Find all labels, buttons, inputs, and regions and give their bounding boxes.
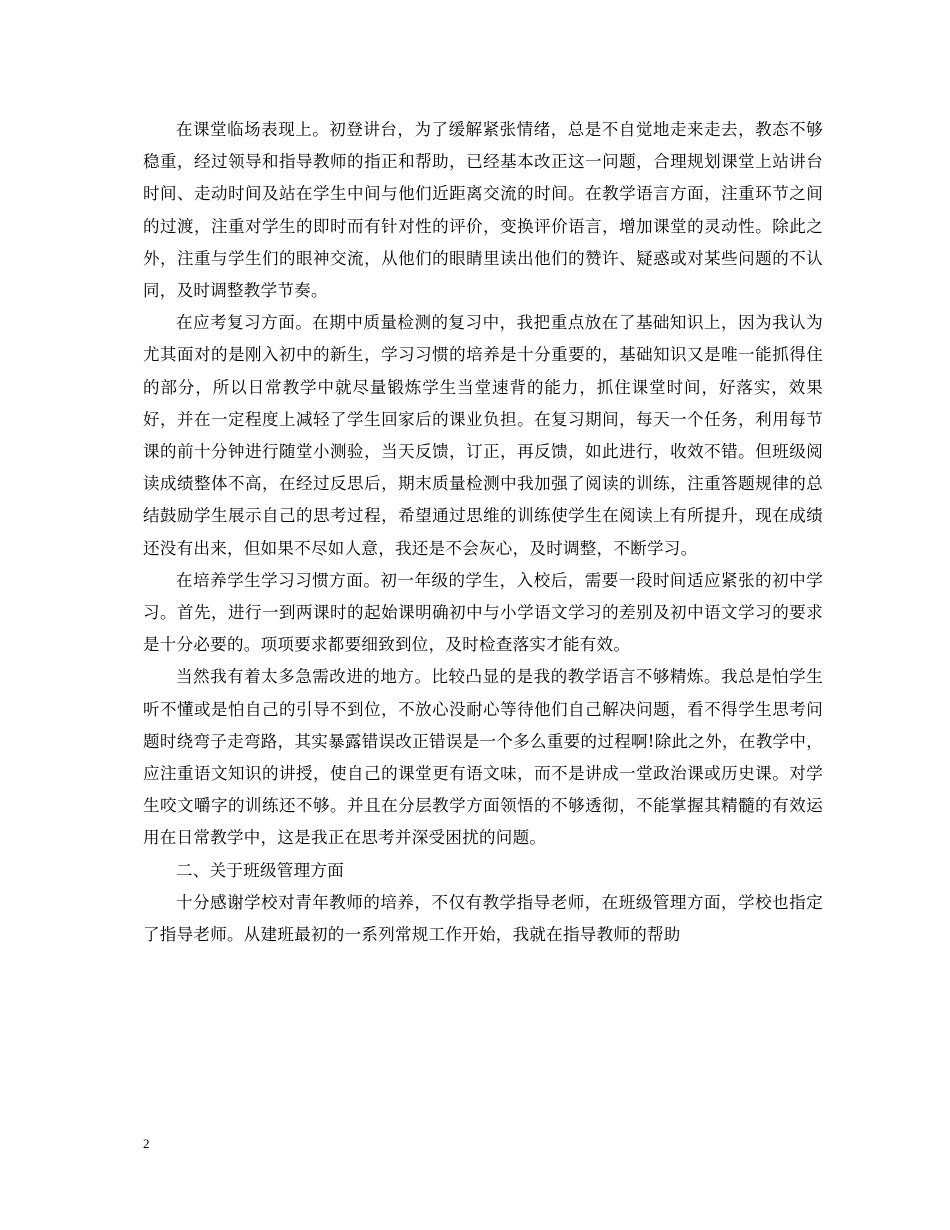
paragraph-exam-review: 在应考复习方面。在期中质量检测的复习中，我把重点放在了基础知识上，因为我认为尤其面对的是刚入初中的新生，学习习惯的培养是十分重要的，基础知识又是唯一能抓得住的部分，所以日常教学中就尽量锻炼学生当堂速背的能力，抓住课堂时间，好落实，效果好，并在一定程度上减轻了学生回家后的课业负担。在复习期间，每天一个任务，利用每节课的前十分钟进行随堂小测验，当天反馈，订正，再反馈，如此进行，收效不错。但班级阅读成绩整体不高，在经过反思后，期末质量检测中我加强了阅读的训练，注重答题规律的总结鼓励学生展示自己的思考过程，希望通过思维的训练使学生在阅读上有所提升，现在成绩还没有出来，但如果不尽如人意，我还是不会灰心，及时调整，不断学习。 (143, 313, 823, 558)
paragraph-class-management: 十分感谢学校对青年教师的培养，不仅有教学指导老师，在班级管理方面，学校也指定了指导老师。从建班最初的一系列常规工作开始，我就在指导教师的帮助 (143, 892, 823, 945)
section-heading: 二、关于班级管理方面 (176, 860, 344, 880)
paragraph-classroom-performance: 在课堂临场表现上。初登讲台，为了缓解紧张情绪，总是不自觉地走来走去，教态不够稳重，经过领导和指导教师的指正和帮助，已经基本改正这一问题，合理规划课堂上站讲台时间、走动时间及站在学生中间与他们近距离交流的时间。在教学语言方面，注重环节之间的过渡，注重对学生的即时而有针对性的评价，变换评价语言，增加课堂的灵动性。除此之外，注重与学生们的眼神交流，从他们的眼睛里读出他们的赞许、疑惑或对某些问题的不认同，及时调整教学节奏。 (143, 120, 823, 301)
document-body (143, 114, 823, 951)
paragraph-study-habits: 在培养学生学习习惯方面。初一年级的学生，入校后，需要一段时间适应紧张的初中学习。首先，进行一到两课时的起始课明确初中与小学语文学习的差别及初中语文学习的要求是十分必要的。项项要求都要细致到位，及时检查落实才能有效。 (143, 570, 823, 655)
paragraph-improvements: 当然我有着太多急需改进的地方。比较凸显的是我的教学语言不够精炼。我总是怕学生听不懂或是怕自己的引导不到位，不放心没耐心等待他们自己解决问题，看不得学生思考问题时绕弯子走弯路，其实暴露错误改正错误是一个多么重要的过程啊!除此之外，在教学中，应注重语文知识的讲授，使自己的课堂更有语文味，而不是讲成一堂政治课或历史课。对学生咬文嚼字的训练还不够。并且在分层教学方面领悟的不够透彻，不能掌握其精髓的有效运用在日常教学中，这是我正在思考并深受困扰的问题。 (143, 667, 823, 848)
page-number: 2 (143, 1136, 150, 1151)
